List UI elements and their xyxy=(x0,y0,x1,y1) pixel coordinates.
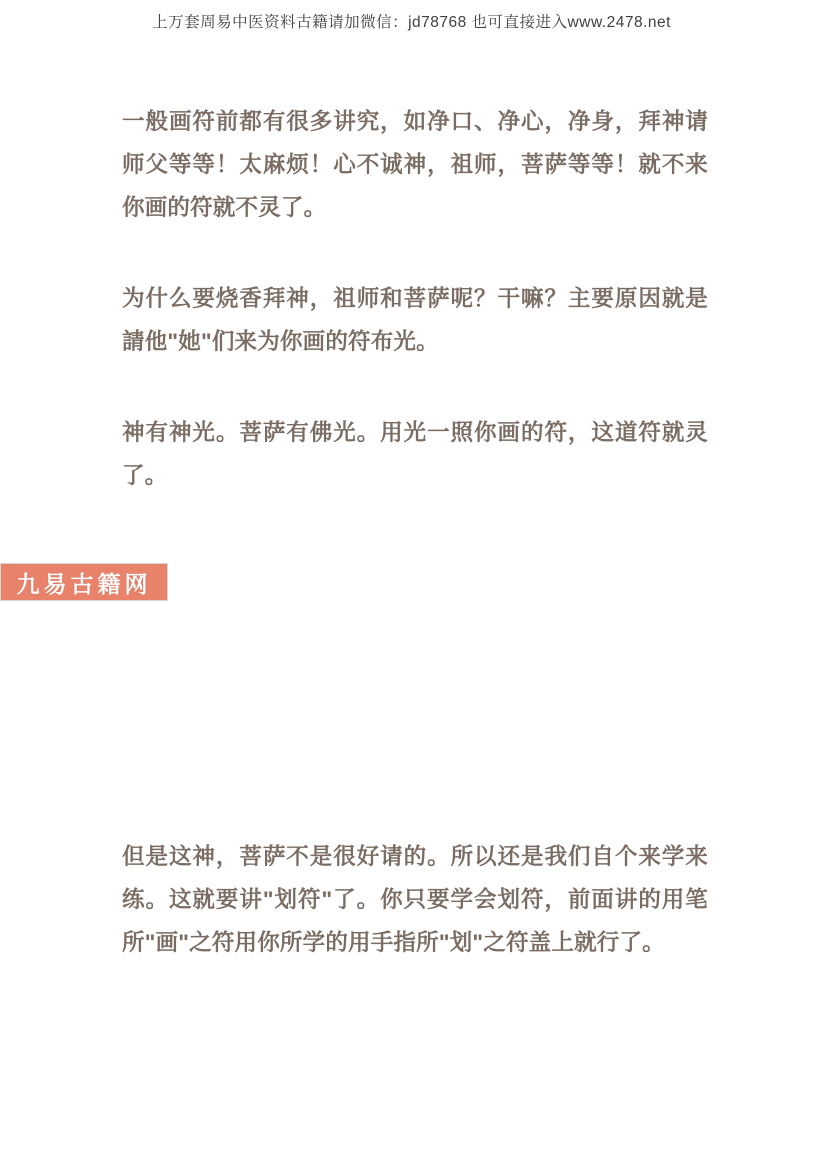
paragraph-3: 神有神光。菩萨有佛光。用光一照你画的符，这道符就灵了。 xyxy=(122,420,708,488)
paragraph-4: 但是这神，菩萨不是很好请的。所以还是我们自个来学来练。这就要讲"划符"了。你只要学会划符，前面讲的用笔所"画"之符用你所学的用手指所"划"之符盖上就行了。 xyxy=(122,844,708,955)
watermark-label: 九易古籍网 xyxy=(16,571,152,597)
paragraph-1: 一般画符前都有很多讲究，如净口、净心，净身，拜神请师父等等！太麻烦！心不诚神，祖师，菩萨等等！就不来你画的符就不灵了。 xyxy=(122,109,708,220)
watermark-badge xyxy=(0,563,168,601)
paragraph-2: 为什么要烧香拜神，祖师和菩萨呢？干嘛？主要原因就是請他"她"们来为你画的符布光。 xyxy=(122,286,708,354)
blank-spacer xyxy=(122,497,708,835)
page-header-banner: 上万套周易中医资料古籍请加微信：jd78768 也可直接进入www.2478.net xyxy=(152,14,671,31)
document-body xyxy=(122,100,708,964)
